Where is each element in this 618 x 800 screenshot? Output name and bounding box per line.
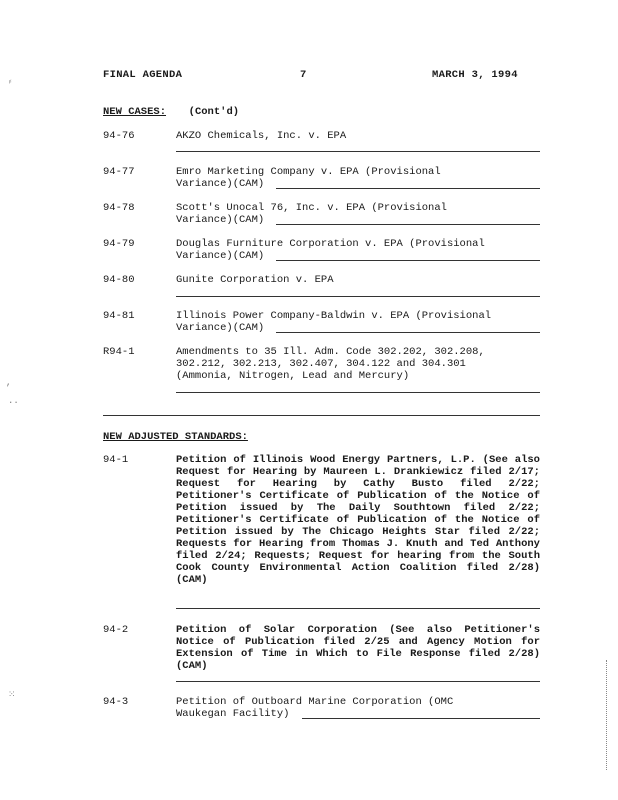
case-title-line1: Douglas Furniture Corporation v. EPA (Provisional [176,238,485,250]
case-title-line2-text: Waukegan Facility) [176,708,290,720]
adjusted-standards-label: NEW ADJUSTED STANDARDS: [103,431,248,443]
scan-edge-line [606,660,607,770]
agenda-title: FINAL AGENDA [103,69,183,81]
scan-mark: , [6,378,12,388]
case-title-line2-text: Variance)(CAM) [176,214,265,226]
case-title-line2: 302.212, 302.213, 302.407, 304.122 and 304.301 [176,358,466,370]
adjusted-standards-heading [103,431,248,443]
case-number: 94-3 [103,696,129,708]
case-number: 94-81 [103,310,135,322]
case-title-line1: Petition of Outboard Marine Corporation (OMC [176,696,454,708]
scan-mark: ⸄ [8,79,13,89]
case-number: 94-80 [103,274,135,286]
blank-line [276,260,540,261]
blank-line [276,224,540,225]
case-number: 94-2 [103,624,129,636]
blank-line [176,151,540,152]
case-number: 94-78 [103,202,135,214]
case-number: 94-77 [103,166,135,178]
case-title-line2-text: Variance)(CAM) [176,178,265,190]
blank-line [302,718,540,719]
case-text: Petition of Solar Corporation (See also Petitioner's Notice of Publication filed 2/25 and Agency Motion for Extension of Time in Which to File Response filed 2/28)(CAM) [176,624,540,672]
case-title-line2-text: Variance)(CAM) [176,322,265,334]
case-number: 94-1 [103,454,129,466]
blank-line [176,681,540,682]
blank-line [176,392,540,393]
section-divider [103,415,540,416]
new-cases-heading [103,106,239,118]
case-number: 94-79 [103,238,135,250]
blank-line [276,332,540,333]
case-text: Petition of Illinois Wood Energy Partners, L.P. (See also Request for Hearing by Maureen L. Drankiewicz filed 2/17; Request for Hearing by Cathy Busto filed 2/22; Petitioner's Certificate of Publication of the Notice of Petition issued by The Daily Southtown filed 2/22; Petitioner's Certificate of Publication of the Notice of Petition issued by The Chicago Heights Star filed 2/22; Requests for Hearing from Thomas J. Knuth and Ted Anthony filed 2/24; Requests; Request for hearing from the South Cook County Environmental Action Coalition filed 2/28)(CAM) [176,454,540,586]
page-number: 7 [300,69,307,81]
blank-line [176,296,540,297]
case-title-line1: Illinois Power Company-Baldwin v. EPA (Provisional [176,310,492,322]
blank-line [276,188,540,189]
case-number: R94-1 [103,346,135,358]
scan-mark: ·· [8,398,19,408]
case-title-line1: Amendments to 35 Ill. Adm. Code 302.202, 302.208, [176,346,485,358]
agenda-date: MARCH 3, 1994 [432,69,518,81]
case-title: AKZO Chemicals, Inc. v. EPA [176,130,347,142]
case-title: Gunite Corporation v. EPA [176,274,334,286]
cont-label: (Cont'd) [188,106,240,118]
case-title-line1: Scott's Unocal 76, Inc. v. EPA (Provisional [176,202,447,214]
case-title-line2-text: Variance)(CAM) [176,250,265,262]
scan-mark: ⁙ [8,690,16,700]
case-title-line3: (Ammonia, Nitrogen, Lead and Mercury) [176,370,410,382]
new-cases-label: NEW CASES: [103,106,167,118]
case-number: 94-76 [103,130,135,142]
case-title-line1: Emro Marketing Company v. EPA (Provisional [176,166,441,178]
blank-line [176,608,540,609]
